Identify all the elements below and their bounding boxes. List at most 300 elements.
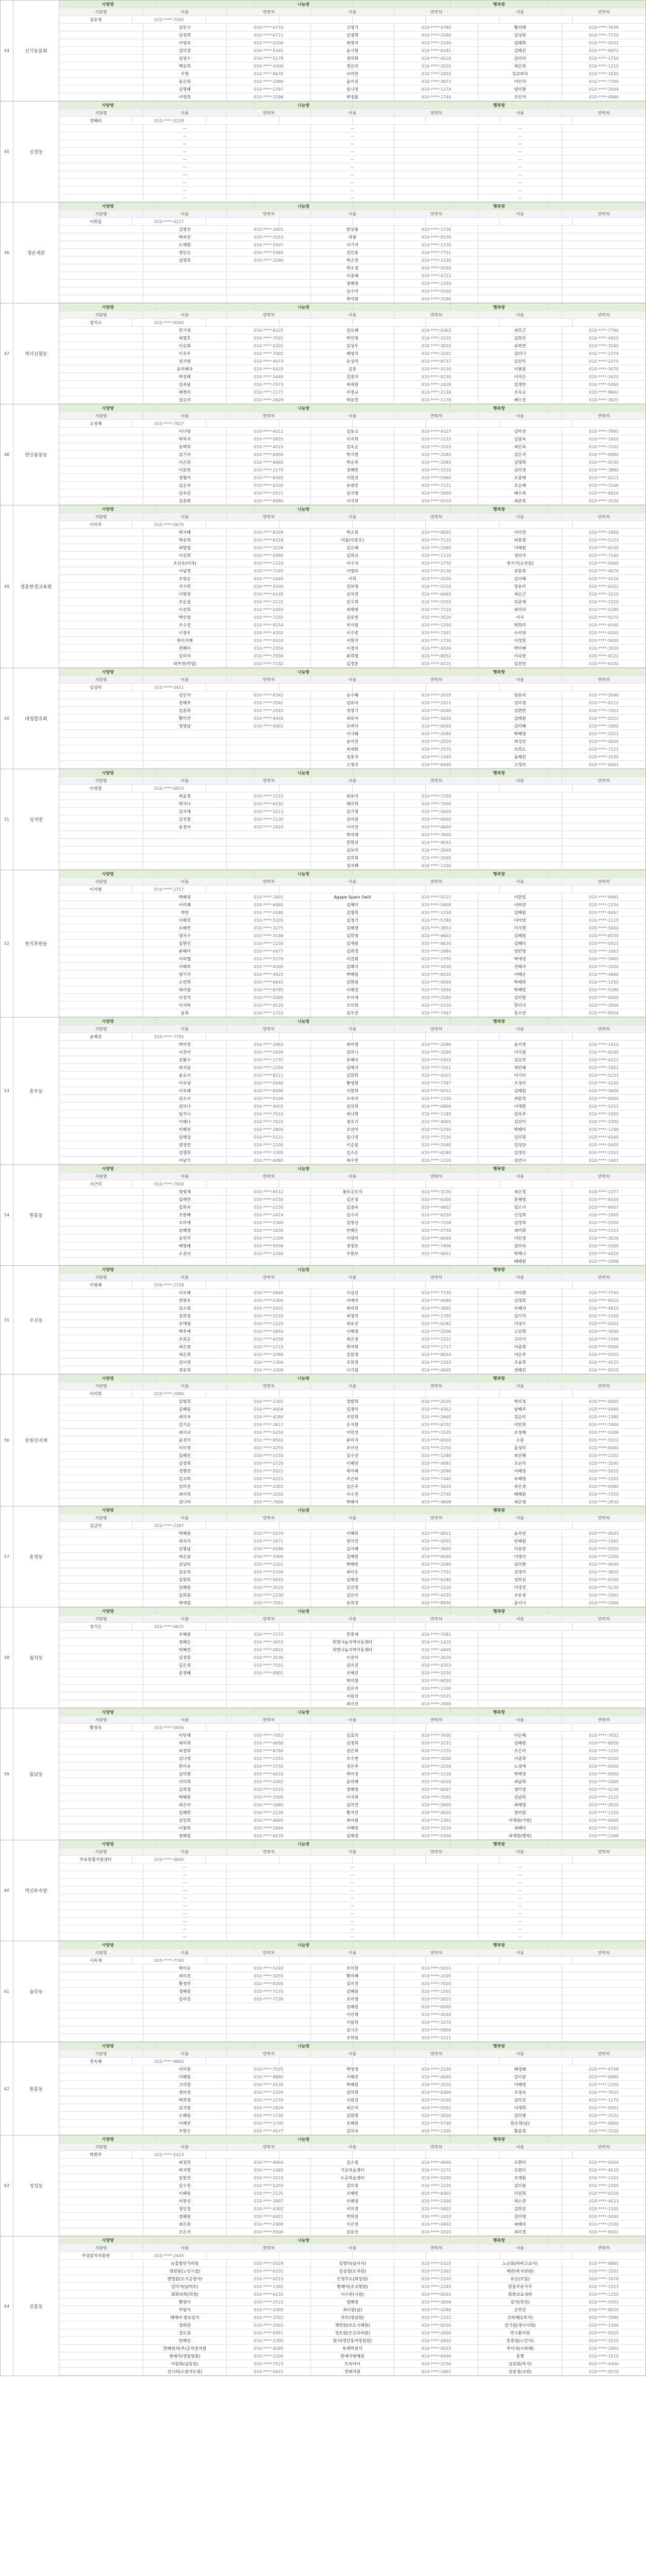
member-name: 김종예 xyxy=(478,598,562,606)
member-phone: 010-****-1520 xyxy=(394,1584,478,1591)
member-row xyxy=(59,1335,645,1343)
member-name: 조유정 xyxy=(478,1591,562,1599)
branch-spacer xyxy=(59,2011,143,2019)
member-name: 김해연 xyxy=(143,1196,227,1204)
branch-body xyxy=(59,1165,645,1265)
member-name: 박석원 xyxy=(311,295,395,303)
member-phone xyxy=(562,1677,645,1685)
member-phone: 010-****-2200 xyxy=(562,1553,645,1561)
member-phone: 010-****-5440 xyxy=(227,373,311,381)
member-row xyxy=(59,272,645,280)
member-name: 김미희 xyxy=(311,854,395,862)
branch-spacer xyxy=(59,924,143,932)
member-phone: 010-****-3300 xyxy=(227,1553,311,1561)
member-phone: 010-****-5178 xyxy=(227,55,311,62)
member-phone: 010-****-6070 xyxy=(227,1832,311,1840)
col-header: 지원명 xyxy=(59,210,143,218)
member-name: 박미혜 xyxy=(311,1467,395,1475)
member-phone: 010-****-1178 xyxy=(394,396,478,404)
branch-spacer xyxy=(59,132,143,140)
branch-name: 역신부속말 xyxy=(13,1840,59,1941)
member-phone: 010-****-0005 xyxy=(394,529,478,536)
member-phone: 010-****-2300 xyxy=(227,1219,311,1227)
member-name: 김인용 xyxy=(311,249,395,257)
member-phone xyxy=(562,862,645,870)
leader-row xyxy=(59,2252,645,2260)
member-name: 김명진 xyxy=(143,226,227,233)
member-row xyxy=(59,1747,645,1755)
member-phone xyxy=(394,1894,478,1902)
member-name: 조미희 xyxy=(311,1002,395,1009)
member-name: 김지원 xyxy=(143,2104,227,2112)
member-phone: 010-****-0230 xyxy=(394,373,478,381)
member-phone: 010-****-6512 xyxy=(227,1188,311,1196)
member-phone: 010-****-5130 xyxy=(394,567,478,575)
group-label: 사랑방 xyxy=(59,1941,157,1949)
member-name: 장미원 xyxy=(478,1809,562,1817)
member-phone: 010-****-2374 xyxy=(562,350,645,358)
branch-body xyxy=(59,2042,645,2135)
column-header-row xyxy=(59,1949,645,1957)
branch-spacer xyxy=(59,2026,143,2034)
member-phone: 010-****-5024 xyxy=(227,2260,311,2267)
member-phone xyxy=(562,846,645,854)
branch-spacer xyxy=(59,373,143,381)
member-name: 김미연 xyxy=(311,1801,395,1809)
member-phone: 010-****-4005 xyxy=(394,1118,478,1126)
member-row xyxy=(59,1498,645,1506)
branch-block xyxy=(0,1840,646,1941)
leader-name: 양지수 xyxy=(59,319,132,327)
member-phone: 010-****-1255 xyxy=(562,1747,645,1755)
member-name: 김이영 xyxy=(143,1359,227,1366)
member-phone: 010-****-3550 xyxy=(562,645,645,652)
member-name: 이경진 xyxy=(478,1584,562,1591)
col-header: 이름 xyxy=(478,513,562,521)
member-phone: 010-****-7600 xyxy=(394,1732,478,1739)
member-row xyxy=(59,2345,645,2352)
group-label: 행복방 xyxy=(451,202,549,210)
member-row xyxy=(59,1530,645,1537)
member-name: 이영숙 xyxy=(143,39,227,47)
branch-spacer xyxy=(59,257,143,264)
member-name xyxy=(478,272,562,280)
member-name: 윤혜진 xyxy=(478,753,562,761)
member-row xyxy=(59,1312,645,1320)
branch-spacer xyxy=(59,2065,143,2073)
branch-spacer xyxy=(59,2368,143,2376)
member-phone xyxy=(562,823,645,831)
member-phone: 010-****-2575 xyxy=(394,745,478,753)
member-phone: 010-****-6601 xyxy=(394,1250,478,1258)
member-row xyxy=(59,2205,645,2213)
member-name: 회화파희(희정) xyxy=(143,2291,227,2298)
branch-spacer xyxy=(59,2306,143,2314)
col-header: 연락처 xyxy=(227,1173,311,1180)
member-phone: 010-****-4023 xyxy=(562,2197,645,2205)
branch-spacer xyxy=(59,1964,143,1972)
branch-spacer xyxy=(59,1002,143,1009)
branch-spacer xyxy=(59,800,143,808)
member-phone: 010-****-3390 xyxy=(562,1118,645,1126)
member-row xyxy=(59,614,645,621)
group-spacer xyxy=(548,1708,645,1716)
group-label: 나눔방 xyxy=(255,1607,353,1615)
member-name: 정혜빈 xyxy=(311,466,395,474)
member-row xyxy=(59,1902,645,1910)
branch-spacer xyxy=(59,1887,143,1894)
member-name: 이경우 xyxy=(143,629,227,637)
branch-block xyxy=(0,202,646,303)
member-name: 이지 xyxy=(478,614,562,621)
group-label: 사랑방 xyxy=(59,1607,157,1615)
col-header: 이름 xyxy=(478,2244,562,2252)
member-row xyxy=(59,2352,645,2360)
member-phone: 010-****-2121 xyxy=(227,598,311,606)
branch-body xyxy=(59,1375,645,1506)
member-name: 김보미 xyxy=(311,846,395,854)
column-header-row xyxy=(59,1716,645,1724)
member-phone: 010-****-7751 xyxy=(394,249,478,257)
member-name: 김미현 xyxy=(478,994,562,1002)
col-header: 연락처 xyxy=(227,8,311,16)
member-name: 박혜미 xyxy=(478,1126,562,1133)
member-row xyxy=(59,2026,645,2034)
member-phone: 010-****-7230 xyxy=(394,1133,478,1141)
member-phone: 010-****-3210 xyxy=(227,2174,311,2182)
member-phone: 010-****-2590 xyxy=(394,31,478,39)
member-name: — xyxy=(143,1894,227,1902)
member-phone: 010-****-1201 xyxy=(562,2174,645,2182)
col-header: 이름 xyxy=(143,1848,227,1856)
branch-spacer xyxy=(59,2221,143,2228)
member-phone: 010-****-4200 xyxy=(394,645,478,652)
col-header: 연락처 xyxy=(562,1514,645,1522)
member-phone: 010-****-1485 xyxy=(227,2166,311,2174)
member-phone: 010-****-3180 xyxy=(394,295,478,303)
member-phone: 010-****-8254 xyxy=(227,621,311,629)
member-phone: 010-****-3226 xyxy=(227,544,311,552)
member-name: 김성우 xyxy=(311,342,395,350)
member-row xyxy=(59,606,645,614)
group-label: 행복방 xyxy=(451,1840,549,1848)
member-row xyxy=(59,963,645,971)
branch-spacer xyxy=(59,1444,143,1452)
member-name: 조민희 xyxy=(311,1413,395,1421)
leader-phone: 010-****-0625 xyxy=(132,1623,206,1631)
branch-name: 역사신협동 xyxy=(13,303,59,404)
group-label: 나눔방 xyxy=(255,1266,353,1274)
member-phone: 010-****-2102 xyxy=(394,2314,478,2321)
member-name: 이원희 xyxy=(311,2019,395,2026)
member-phone: 010-****-6320 xyxy=(562,1755,645,1762)
member-name: 이혜진 xyxy=(143,1126,227,1133)
member-name: 조혜빈 xyxy=(311,2190,395,2197)
member-name: — xyxy=(311,156,395,163)
member-phone: 010-****-0215 xyxy=(227,2275,311,2283)
member-phone: 010-****-4302 xyxy=(227,2205,311,2213)
member-name: 윤시현 xyxy=(311,47,395,55)
member-row xyxy=(59,800,645,808)
member-name: 박혜원 xyxy=(143,1530,227,1537)
branch-body xyxy=(59,769,645,870)
member-row xyxy=(59,148,645,156)
member-phone: 010-****-3190 xyxy=(227,932,311,940)
empty-cell xyxy=(500,1957,573,1964)
branch-spacer xyxy=(59,552,143,560)
group-spacer xyxy=(157,1018,255,1025)
member-phone: 010-****-1280 xyxy=(394,1452,478,1460)
branch-block xyxy=(0,1708,646,1840)
member-phone: 010-****-5000 xyxy=(562,560,645,567)
member-name xyxy=(143,1258,227,1265)
empty-cell xyxy=(426,420,499,428)
member-name: 이은희 xyxy=(143,459,227,466)
branch-spacer xyxy=(59,1343,143,1351)
leader-name: 정기은 xyxy=(59,1623,132,1631)
group-spacer xyxy=(548,404,645,412)
member-phone xyxy=(227,862,311,870)
member-phone: 010-****-7995 xyxy=(562,428,645,435)
branch-spacer xyxy=(59,699,143,707)
member-phone: 010-****-3520 xyxy=(394,614,478,621)
member-phone: 010-****-6192 xyxy=(227,800,311,808)
member-name xyxy=(478,2011,562,2019)
member-row xyxy=(59,70,645,78)
col-header: 이름 xyxy=(478,210,562,218)
member-name xyxy=(478,264,562,272)
member-name: 배수희 xyxy=(478,489,562,497)
member-row xyxy=(59,187,645,194)
member-name: 김미자 xyxy=(478,55,562,62)
group-label: 행복방 xyxy=(451,1018,549,1025)
branch-spacer xyxy=(59,1429,143,1436)
member-row xyxy=(59,1537,645,1545)
group-header-row xyxy=(59,1941,645,1949)
member-name: — xyxy=(143,1902,227,1910)
member-name: 조현보 xyxy=(311,1250,395,1258)
member-row xyxy=(59,1157,645,1164)
col-header: 이름 xyxy=(478,109,562,117)
member-name: 김활수 xyxy=(143,1056,227,1064)
member-phone: 010-****-5500 xyxy=(227,583,311,590)
leader-name: 이미주 xyxy=(59,521,132,529)
member-phone: 010-****-5500 xyxy=(227,2228,311,2236)
member-name: 이혜진 xyxy=(311,986,395,994)
member-name: 농물범인가리원 xyxy=(143,2260,227,2267)
member-name: 소공마을센터 xyxy=(311,2174,395,2182)
member-phone xyxy=(394,1258,478,1265)
member-name xyxy=(478,1972,562,1980)
member-phone: 010-****-8211 xyxy=(227,1072,311,1079)
empty-cell xyxy=(353,1522,426,1530)
member-phone: 010-****-4115 xyxy=(394,660,478,668)
group-label: 나눔방 xyxy=(255,769,353,777)
group-header-row xyxy=(59,1607,645,1615)
member-phone: 010-****-5021 xyxy=(227,1467,311,1475)
member-name xyxy=(478,823,562,831)
member-name: 조옥순 xyxy=(478,388,562,396)
col-header: 이름 xyxy=(311,2143,395,2151)
member-phone: 010-****-5280 xyxy=(562,606,645,614)
group-label: 사랑방 xyxy=(59,1840,157,1848)
member-phone: 010-****-1051 xyxy=(562,1064,645,1072)
column-header-row xyxy=(59,109,645,117)
col-header: 지원명 xyxy=(59,311,143,319)
member-name: 최은희 xyxy=(478,62,562,70)
member-phone: 010-****-5123 xyxy=(562,536,645,544)
branch-body xyxy=(59,303,645,404)
col-header: 지원명 xyxy=(59,8,143,16)
member-phone: 010-****-4201 xyxy=(394,1072,478,1079)
member-name: 고선희 xyxy=(478,1328,562,1335)
member-row xyxy=(59,163,645,171)
member-name: 조희정 xyxy=(311,1359,395,1366)
col-header: 연락처 xyxy=(394,1949,478,1957)
member-name: 김은지 xyxy=(478,451,562,459)
member-name: — xyxy=(311,1902,395,1910)
member-phone: 010-****-4721 xyxy=(394,272,478,280)
member-name: 이혜진 xyxy=(311,1460,395,1467)
member-name: 이이정 xyxy=(143,1444,227,1452)
member-phone xyxy=(227,2011,311,2019)
member-phone: 010-****-3125 xyxy=(394,334,478,342)
empty-cell xyxy=(353,1957,426,1964)
member-name: 박혜린 xyxy=(143,1646,227,1654)
member-row xyxy=(59,792,645,800)
member-row xyxy=(59,388,645,396)
member-phone: 010-****-7140 xyxy=(562,552,645,560)
member-phone: 010-****-4230 xyxy=(562,1786,645,1793)
member-name xyxy=(478,1980,562,1988)
member-name: — xyxy=(478,1871,562,1879)
branch-block xyxy=(0,668,646,769)
member-name: — xyxy=(143,179,227,187)
member-phone: 010-****-0580 xyxy=(562,1483,645,1490)
member-name: — xyxy=(311,1894,395,1902)
member-name: 황지연 xyxy=(311,1809,395,1817)
member-name xyxy=(478,1662,562,1669)
member-phone: 010-****-1601 xyxy=(562,1157,645,1164)
member-phone: 010-****-1250 xyxy=(394,621,478,629)
member-phone: 010-****-4280 xyxy=(394,2306,478,2314)
member-phone: 010-****-0221 xyxy=(394,893,478,901)
member-name: 조혜원 xyxy=(143,1631,227,1638)
member-phone: 010-****-2305 xyxy=(227,2337,311,2345)
member-name: 김은미 xyxy=(311,1685,395,1692)
member-row xyxy=(59,451,645,459)
member-phone: 010-****-1250 xyxy=(562,978,645,986)
member-name: 윤정아 xyxy=(143,823,227,831)
member-name: 최유미 xyxy=(311,715,395,722)
member-phone: 010-****-1630 xyxy=(227,1227,311,1234)
member-name: 최이진 xyxy=(311,1700,395,1708)
member-phone: 010-****-2300 xyxy=(394,2197,478,2205)
member-row xyxy=(59,295,645,303)
member-name: 조경미 xyxy=(478,1079,562,1087)
branch-spacer xyxy=(59,2275,143,2283)
member-name: 회화코요네워 xyxy=(478,2291,562,2298)
empty-cell xyxy=(353,420,426,428)
member-name: 김원진 xyxy=(143,2174,227,2182)
member-phone: 010-****-1744 xyxy=(394,93,478,101)
empty-cell xyxy=(279,684,353,691)
member-phone: 010-****-5230 xyxy=(562,1584,645,1591)
member-name: 김흥미 xyxy=(311,373,395,381)
branch-number: 60 xyxy=(1,1840,13,1941)
member-phone: 010-****-2277 xyxy=(562,1188,645,1196)
branch-spacer xyxy=(59,1258,143,1265)
member-name: 김점숙 xyxy=(311,1204,395,1211)
member-row xyxy=(59,2267,645,2275)
group-label: 행복방 xyxy=(451,1607,549,1615)
member-row xyxy=(59,2127,645,2135)
member-phone: 010-****-4850 xyxy=(227,2159,311,2166)
member-phone xyxy=(227,280,311,287)
branch-spacer xyxy=(59,606,143,614)
member-row xyxy=(59,1786,645,1793)
member-phone xyxy=(562,264,645,272)
member-phone xyxy=(227,194,311,202)
member-name: 배수진 xyxy=(478,396,562,404)
group-spacer xyxy=(548,1266,645,1274)
member-name: 김혜선 xyxy=(478,47,562,55)
member-name: 최미영 xyxy=(311,1041,395,1048)
col-header: 지원명 xyxy=(59,513,143,521)
member-name xyxy=(478,839,562,846)
member-phone: 010-****-7745 xyxy=(562,1289,645,1297)
member-phone: 010-****-8737 xyxy=(394,358,478,365)
member-phone: 010-****-6280 xyxy=(394,1576,478,1584)
branch-spacer xyxy=(59,2228,143,2236)
member-row xyxy=(59,241,645,249)
branch-spacer xyxy=(59,466,143,474)
member-phone: 010-****-1523 xyxy=(562,2283,645,2291)
member-name: — xyxy=(143,1887,227,1894)
leader-name: 박현주 xyxy=(59,2151,132,2159)
member-row xyxy=(59,1413,645,1421)
member-phone: 010-****-0250 xyxy=(394,264,478,272)
col-header: 연락처 xyxy=(394,1716,478,1724)
branch-spacer xyxy=(59,2104,143,2112)
member-phone xyxy=(562,187,645,194)
member-name: 이재희 xyxy=(478,2104,562,2112)
branch-block xyxy=(0,1607,646,1708)
member-name: 김혜미 xyxy=(311,901,395,909)
member-phone: 010-****-6535 xyxy=(394,971,478,978)
col-header: 연락처 xyxy=(562,1274,645,1281)
member-name: 최혜미 xyxy=(478,1824,562,1832)
branch-name: 영흥한정교육원 xyxy=(13,505,59,668)
empty-cell xyxy=(500,1724,573,1732)
member-name: 김혜원 xyxy=(311,2003,395,2011)
member-phone: 010-****-1500 xyxy=(562,1335,645,1343)
member-name: 김성안 xyxy=(478,1141,562,1149)
member-phone: 010-****-2186 xyxy=(227,93,311,101)
member-row xyxy=(59,552,645,560)
member-name: 김혜경 xyxy=(311,924,395,932)
branch-spacer xyxy=(59,1871,143,1879)
member-phone: 010-****-1392 xyxy=(227,2283,311,2291)
column-header-row xyxy=(59,878,645,886)
member-name xyxy=(478,800,562,808)
member-name: 조애령 xyxy=(143,1320,227,1328)
branch-spacer xyxy=(59,2352,143,2360)
member-name: — xyxy=(478,194,562,202)
member-name xyxy=(478,831,562,839)
col-header: 연락처 xyxy=(227,1274,311,1281)
empty-cell xyxy=(573,1180,645,1188)
